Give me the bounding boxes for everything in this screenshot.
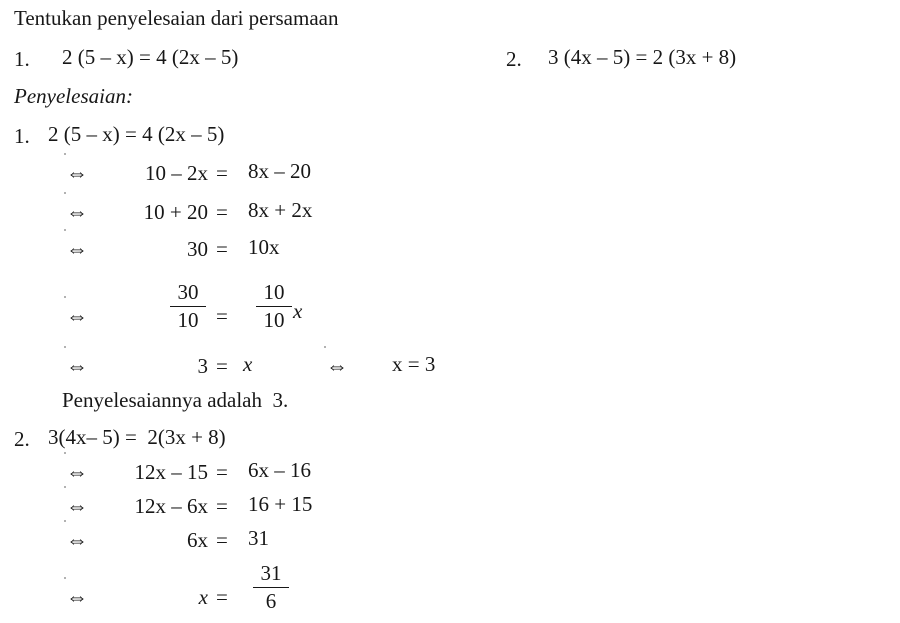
fraction-numerator: 31 xyxy=(260,561,282,585)
solution-2-fraction-lhs: x xyxy=(198,585,208,609)
problem-1-number: 1. xyxy=(14,47,30,71)
solution-2-step-1-relation: = xyxy=(216,460,228,484)
problem-2-statement: 3 (4x – 5) = 2 (3x + 8) xyxy=(548,45,737,69)
iff-glyph: ⇔ xyxy=(66,236,88,261)
solution-1-number: 1. xyxy=(14,124,30,148)
solution-1-step-2-rhs: 8x + 2x xyxy=(248,198,313,222)
scan-speck-icon xyxy=(64,577,66,579)
solution-1-final-lhs: 3 xyxy=(197,354,208,378)
fraction-numerator: 30 xyxy=(177,280,199,304)
iff-icon xyxy=(66,305,88,327)
solution-1-step-3-rhs: 10x xyxy=(248,235,280,259)
fraction-bar xyxy=(170,306,206,307)
scan-speck-icon xyxy=(64,346,66,348)
solution-1-fraction-lhs xyxy=(170,280,206,333)
iff-glyph: ⇔ xyxy=(66,160,88,185)
solution-1-final-relation: = xyxy=(216,354,228,378)
scan-speck-icon xyxy=(324,346,326,348)
solution-2-step-2-lhs: 12x – 6x xyxy=(134,494,208,518)
scan-speck-icon xyxy=(64,296,66,298)
solution-1-final-restated: x = 3 xyxy=(392,352,436,376)
iff-glyph: ⇔ xyxy=(66,353,88,378)
solution-1-step-1-relation: = xyxy=(216,161,228,185)
solution-2-step-3-lhs: 6x xyxy=(187,528,208,552)
scan-speck-icon xyxy=(64,229,66,231)
problem-2-number: 2. xyxy=(506,47,522,71)
solution-1-step-3-relation: = xyxy=(216,237,228,261)
solution-1-step-3-lhs: 30 xyxy=(187,237,208,261)
solution-1-final-rhs: x xyxy=(243,352,253,376)
solution-2-step-1-rhs: 6x – 16 xyxy=(248,458,311,482)
solution-1-step-1-lhs: 10 – 2x xyxy=(145,161,208,185)
scan-speck-icon xyxy=(64,452,66,454)
fraction-denominator: 10 xyxy=(177,307,199,332)
solution-2-step-2-rhs: 16 + 15 xyxy=(248,492,313,516)
iff-glyph: ⇔ xyxy=(66,584,88,609)
scan-speck-icon xyxy=(64,153,66,155)
solution-2-step-1-lhs: 12x – 15 xyxy=(134,460,208,484)
solution-1-restatement: 2 (5 – x) = 4 (2x – 5) xyxy=(48,122,225,146)
scan-speck-icon xyxy=(64,192,66,194)
solution-1-step-2-relation: = xyxy=(216,200,228,224)
iff-glyph: ⇔ xyxy=(66,303,88,328)
solution-2-number: 2. xyxy=(14,427,30,451)
solution-1-conclusion: Penyelesaiannya adalah 3. xyxy=(62,388,289,412)
solution-1-step-1-rhs: 8x – 20 xyxy=(248,159,311,183)
page-title: Tentukan penyelesaian dari persamaan xyxy=(14,6,339,30)
scan-speck-icon xyxy=(64,520,66,522)
fraction-bar xyxy=(253,587,289,588)
iff-glyph: ⇔ xyxy=(66,493,88,518)
iff-glyph: ⇔ xyxy=(66,459,88,484)
solution-2-step-3-rhs: 31 xyxy=(248,526,269,550)
scan-speck-icon xyxy=(64,486,66,488)
iff-glyph: ⇔ xyxy=(326,353,348,378)
solution-2-step-2-relation: = xyxy=(216,494,228,518)
problem-1-statement: 2 (5 – x) = 4 (2x – 5) xyxy=(62,45,239,69)
fraction-bar xyxy=(256,306,292,307)
iff-icon xyxy=(326,355,348,377)
iff-glyph: ⇔ xyxy=(66,527,88,552)
solution-2-fraction-rhs xyxy=(253,561,289,614)
fraction-numerator: 10 xyxy=(263,280,285,304)
iff-glyph: ⇔ xyxy=(66,199,88,224)
solution-2-step-3-relation: = xyxy=(216,528,228,552)
solution-1-fraction-relation: = xyxy=(216,304,228,328)
solution-1-step-2-lhs: 10 + 20 xyxy=(143,200,208,224)
solution-1-fraction-rhs xyxy=(256,280,292,333)
fraction-denominator: 10 xyxy=(263,307,285,332)
solution-1-fraction-variable: x xyxy=(293,299,303,323)
solution-2-fraction-relation: = xyxy=(216,585,228,609)
solution-heading: Penyelesaian: xyxy=(14,84,133,108)
solution-2-restatement: 3(4x– 5) = 2(3x + 8) xyxy=(48,425,226,449)
fraction-denominator: 6 xyxy=(265,588,277,613)
